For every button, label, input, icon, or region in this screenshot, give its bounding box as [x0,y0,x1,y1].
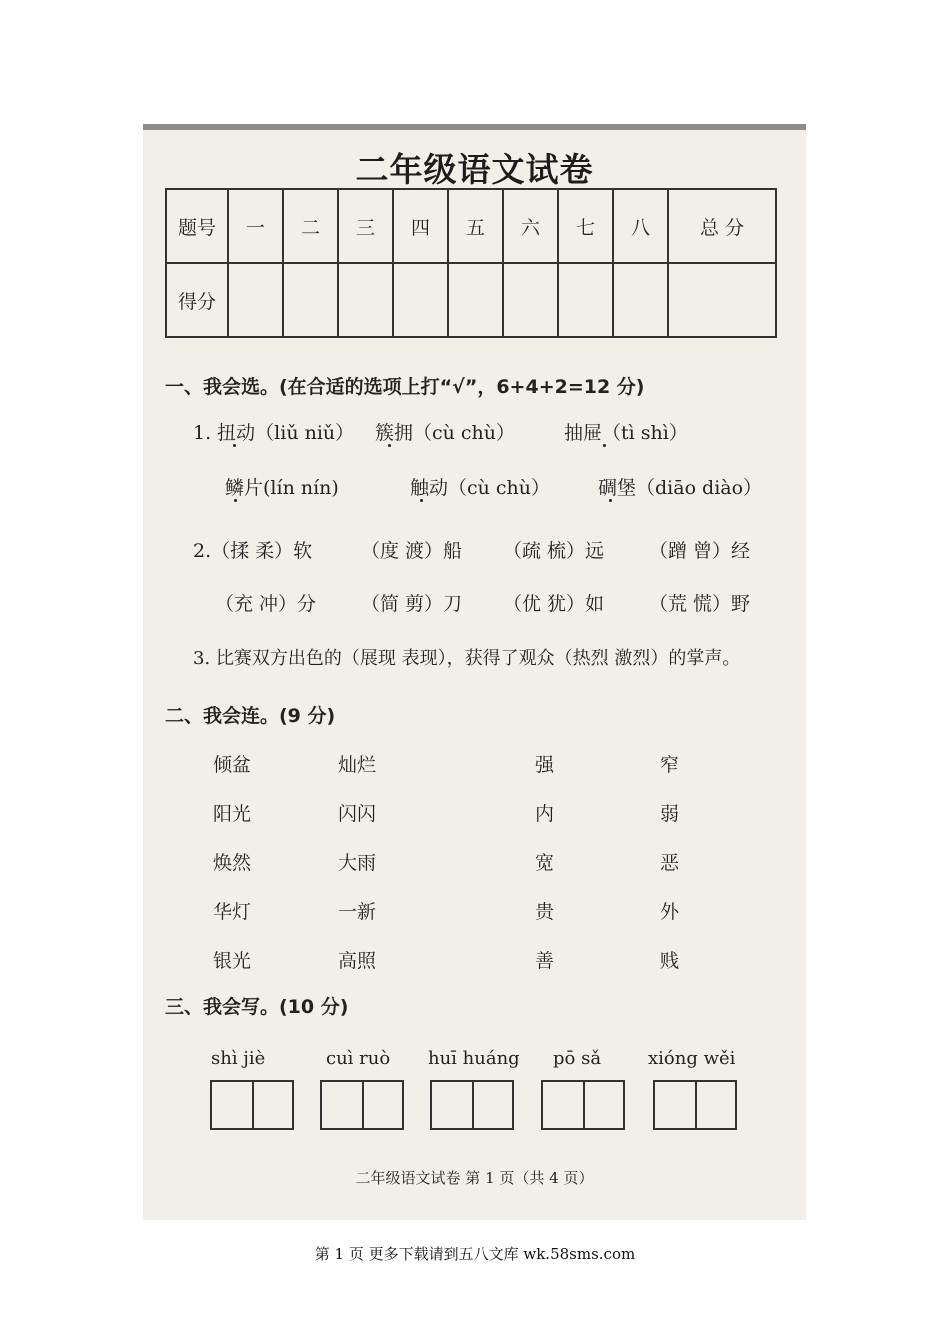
q2-item: （荒 慌）野 [649,593,751,615]
match-word: 贱 [660,950,680,972]
q2-item: （优 犹）如 [503,593,605,615]
box-divider [362,1082,364,1128]
match-word: 高照 [338,950,377,972]
match-word: 善 [535,950,555,972]
emphasis-dot [603,444,606,447]
writing-box [653,1080,737,1130]
writing-box [541,1080,625,1130]
writing-box [320,1080,404,1130]
q1-item: 碉堡（diāo diào） [598,477,763,499]
header-cell: 总 分 [668,189,776,263]
row-label: 得分 [166,263,228,337]
header-cell: 七 [558,189,613,263]
q2-item: （疏 梳）远 [503,540,605,562]
box-divider [472,1082,474,1128]
page-footer: 第 1 页 更多下载请到五八文库 wk.58sms.com [314,1245,636,1263]
q1-item: 抽屉（tì shì） [564,422,688,444]
match-word: 内 [535,803,555,825]
match-word: 贵 [535,901,555,923]
box-divider [252,1082,254,1128]
score-cell [338,263,393,337]
pinyin-prompt: pō sǎ [553,1048,602,1069]
q1-item: 触动（cù chù） [410,477,551,499]
pinyin-prompt: cuì ruò [326,1048,391,1069]
pinyin-prompt: huī huáng [428,1048,520,1069]
match-word: 弱 [660,803,680,825]
emphasis-dot [234,499,237,502]
header-cell: 二 [283,189,338,263]
match-word: 闪闪 [338,803,377,825]
match-word: 银光 [213,950,252,972]
scanned-exam-page [143,124,806,1220]
score-cell [283,263,338,337]
score-table-score-row [166,263,776,337]
q1-item: 簇拥（cù chù） [375,422,516,444]
score-cell [558,263,613,337]
match-word: 阳光 [213,803,252,825]
score-cell [668,263,776,337]
section2-heading: 二、我会连。(9 分) [165,705,336,727]
emphasis-dot [609,499,612,502]
header-cell: 五 [448,189,503,263]
match-word: 宽 [535,852,555,874]
score-cell [228,263,283,337]
emphasis-dot [388,444,391,447]
score-cell [613,263,668,337]
match-word: 强 [535,754,555,776]
header-cell: 三 [338,189,393,263]
writing-box [210,1080,294,1130]
q2-item: （简 剪）刀 [361,593,463,615]
q2-item: 2.（揉 柔）软 [193,540,313,562]
box-divider [583,1082,585,1128]
header-cell: 一 [228,189,283,263]
match-word: 大雨 [338,852,377,874]
header-cell: 八 [613,189,668,263]
q2-item: （度 渡）船 [361,540,463,562]
q1-item: 1. 扭动（liǔ niǔ） [193,422,355,444]
scan-page-footer: 二年级语文试卷 第 1 页（共 4 页） [355,1169,594,1187]
match-word: 灿烂 [338,754,377,776]
match-word: 焕然 [213,852,252,874]
q2-item: （蹭 曾）经 [649,540,751,562]
score-cell [503,263,558,337]
match-word: 倾盆 [213,754,252,776]
scan-edge [143,124,806,130]
match-word: 窄 [660,754,680,776]
score-cell [448,263,503,337]
emphasis-dot [233,444,236,447]
pinyin-prompt: shì jiè [211,1048,266,1069]
writing-box [430,1080,514,1130]
match-word: 恶 [660,852,680,874]
match-word: 外 [660,901,680,923]
match-word: 华灯 [213,901,252,923]
score-cell [393,263,448,337]
pinyin-prompt: xióng wěi [648,1048,736,1069]
box-divider [695,1082,697,1128]
header-cell: 四 [393,189,448,263]
score-table-header-row [166,189,776,263]
q1-item: 鳞片(lín nín) [225,477,339,499]
section1-heading: 一、我会选。(在合适的选项上打“√”，6+4+2=12 分) [165,376,645,398]
match-word: 一新 [338,901,377,923]
score-table [165,188,777,338]
q3-text: 3. 比赛双方出色的（展现 表现），获得了观众（热烈 激烈）的掌声。 [193,648,741,669]
q2-item: （充 冲）分 [215,593,317,615]
header-cell: 六 [503,189,558,263]
header-cell: 题号 [166,189,228,263]
emphasis-dot [420,499,423,502]
section3-heading: 三、我会写。(10 分) [165,996,349,1018]
exam-title: 二年级语文试卷 [355,150,594,189]
